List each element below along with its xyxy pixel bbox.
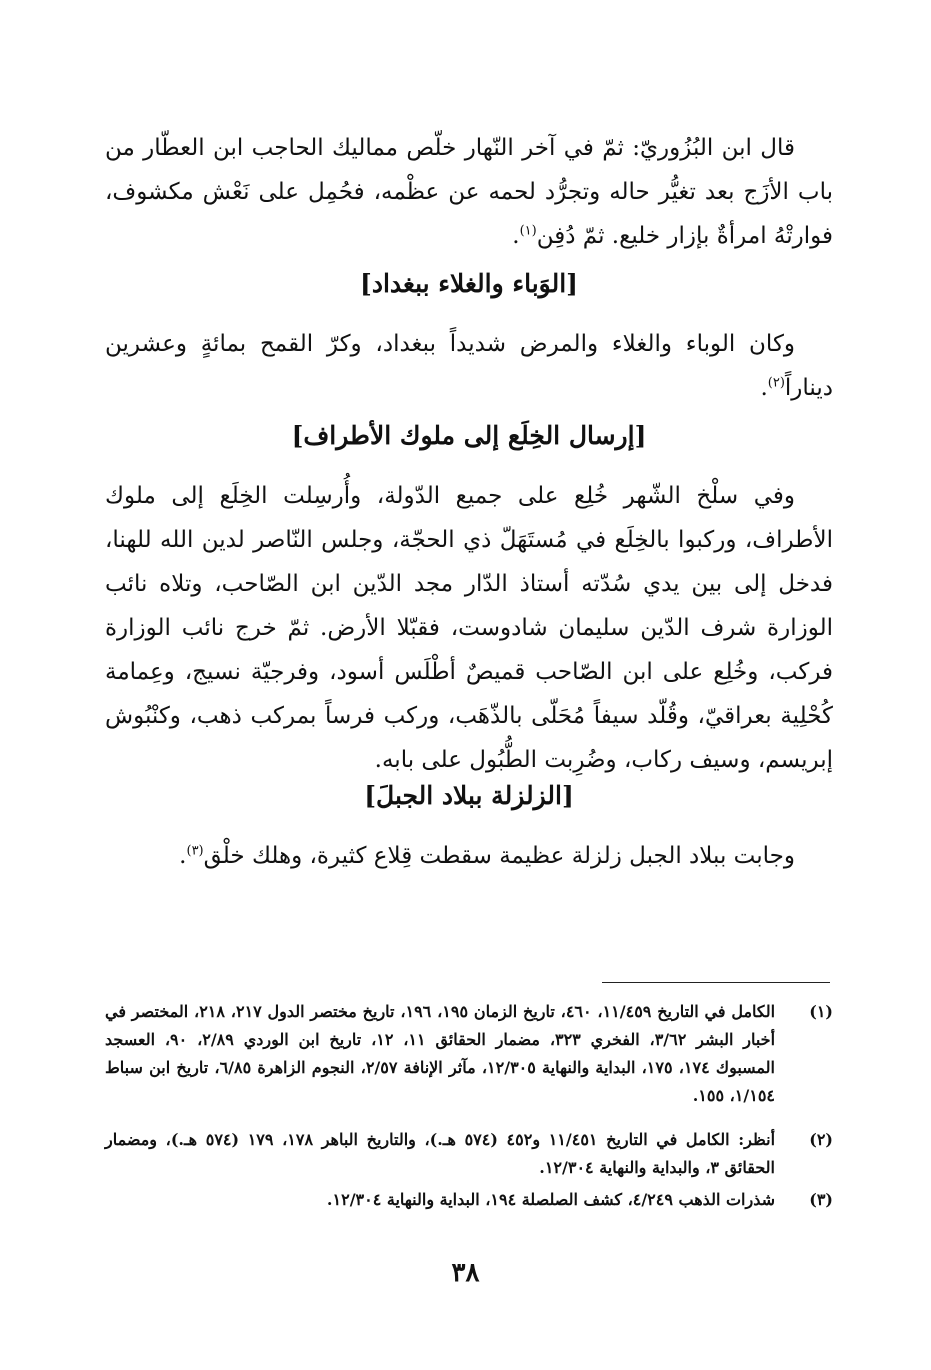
heading-robes-kings: [إرسال الخِلَع إلى ملوك الأطراف] bbox=[291, 421, 647, 450]
paragraph-plague bbox=[105, 322, 833, 410]
page-number: ٣٨ bbox=[451, 1258, 480, 1288]
footnote-ref-1: (١) bbox=[519, 223, 537, 239]
footnote-ref-3: (٣) bbox=[186, 843, 204, 859]
paragraph-end: . bbox=[512, 223, 520, 249]
paragraph-earthquake bbox=[105, 834, 833, 878]
footnote-1 bbox=[105, 998, 833, 1110]
footnote-text: الكامل في التاريخ ١١/٤٥٩، ٤٦٠، تاريخ الزمان ١٩٥، ١٩٦، تاريخ مختصر الدول ٢١٧، ٢١٨، المختصر في أخبار البشر ٣/٦٢، الفخري ٣٢٣، مضمار الحقائق ١١، ١٢، تاريخ ابن الوردي ٢/٨٩، ٩٠، العسجد المسبوك ١٧٤، ١٧٥، البداية والنهاية ١٢/٣٠٥، مآثر الإنافة ٢/٥٧، النجوم الزاهرة ٦/٨٥، تاريخ ابن سباط ١/١٥٤، ١٥٥. bbox=[105, 1002, 776, 1105]
footnote-text: أنظر: الكامل في التاريخ ١١/٤٥١ و٤٥٢ (٥٧٤ هـ.)، والتاريخ الباهر ١٧٨، ١٧٩ (٥٧٤ هـ.)، ومضمار الحقائق ٣، والبداية والنهاية ١٢/٣٠٤. bbox=[105, 1130, 776, 1177]
footnote-number: (٣) bbox=[809, 1190, 833, 1209]
heading-earthquake: [الزلزلة ببلاد الجبلَ] bbox=[364, 781, 574, 810]
paragraph-ibn-buzuri bbox=[105, 126, 833, 258]
footnote-text: شذرات الذهب ٤/٢٤٩، كشف الصلصلة ١٩٤، البداية والنهاية ١٢/٣٠٤. bbox=[326, 1190, 775, 1209]
paragraph-end: . bbox=[760, 375, 768, 401]
heading-plague-baghdad: [الوَباء والغلاء ببغداد] bbox=[359, 269, 578, 298]
paragraph-text: قال ابن البُزُوريّ: ثمّ في آخر النّهار خلّص مماليك الحاجب ابن العطّار من باب الأزَج بعد تغيُّر حاله وتجرُّد لحمه عن عظْمه، فحُمِل على نَعْش مكشوف، فوارتْهُ امرأةٌ بإزار خليع. ثمّ دُفِن bbox=[105, 135, 833, 249]
footnote-number: (٢) bbox=[809, 1130, 833, 1149]
footnote-2 bbox=[105, 1126, 833, 1182]
paragraph-text: وجابت ببلاد الجبل زلزلة عظيمة سقطت قِلاع كثيرة، وهلك خلْق bbox=[203, 843, 795, 869]
footnote-number: (١) bbox=[809, 1002, 833, 1021]
footnote-ref-2: (٢) bbox=[767, 375, 785, 391]
paragraph-end: . bbox=[179, 843, 187, 869]
footnote-divider bbox=[602, 982, 830, 983]
paragraph-robes: وفي سلْخ الشّهر خُلِع على جميع الدّولة، وأُرسِلت الخِلَع إلى ملوك الأطراف، وركبوا بالخِلَع في مُستَهَلّ ذي الحجّة، وجلس النّاصر لدين الله للهنا، فدخل إلى بين يدي سُدّته أستاذ الدّار مجد الدّين ابن الصّاحب، وتلاه نائب الوزارة شرف الدّين سليمان شادوست، فقبّلا الأرض. ثمّ خرج نائب الوزارة فركب، وخُلِع على ابن الصّاحب قميصٌ أطْلَس أسود، وفرجيّة نسيج، وعِمامة كُحْلِية بعراقيّ، وقُلّد سيفاً مُحَلّى بالذّهَب، وركب فرساً بمركب ذهب، وكنْبُوش إبريسم، وسيف ركاب، وضُرِبت الطُّبُول على بابه. bbox=[105, 483, 833, 773]
paragraph-text: وكان الوباء والغلاء والمرض شديداً ببغداد، وكرّ القمح بمائةٍ وعشرين ديناراً bbox=[105, 331, 833, 401]
footnote-3 bbox=[105, 1186, 833, 1214]
